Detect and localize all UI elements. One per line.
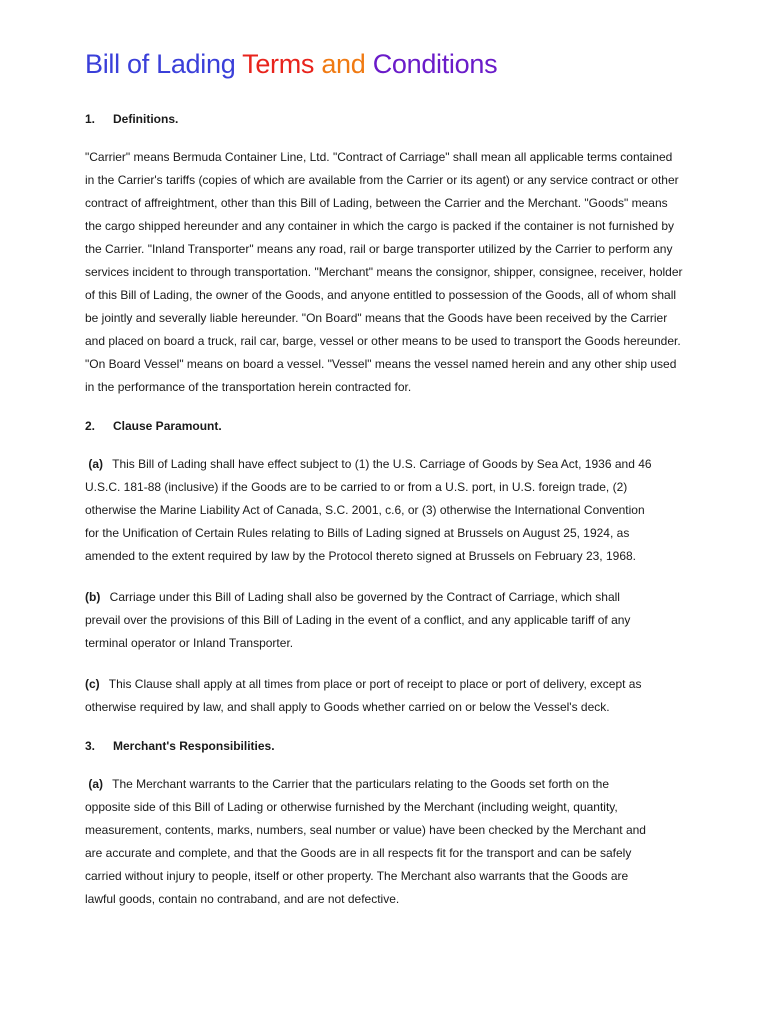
section-number: 3. bbox=[85, 739, 96, 753]
section-heading bbox=[85, 737, 728, 755]
section-heading-text: Definitions. bbox=[113, 112, 179, 126]
title-part-conditions: Conditions bbox=[372, 49, 498, 79]
paragraph-line bbox=[85, 673, 728, 696]
paragraph-line: amended to the extent required by law by the Protocol thereto signed at Brussels on February 23, 1968. bbox=[85, 549, 636, 563]
section-number: 1. bbox=[85, 112, 96, 126]
paragraph-line: "Carrier" means Bermuda Container Line, Ltd. "Contract of Carriage" shall mean all applicable terms contained bbox=[85, 150, 673, 164]
paragraph-line: terminal operator or Inland Transporter. bbox=[85, 636, 294, 650]
paragraph-label: (b) bbox=[85, 590, 101, 604]
paragraph-line: U.S.C. 181-88 (inclusive) if the Goods are to be carried to or from a U.S. port, in U.S. foreign trade, (2) bbox=[85, 480, 628, 494]
paragraph-label: (a) bbox=[85, 777, 103, 791]
section-number: 2. bbox=[85, 419, 96, 433]
section-paragraph bbox=[85, 586, 728, 655]
section-paragraph bbox=[85, 673, 728, 719]
paragraph-line: otherwise the Marine Liability Act of Canada, S.C. 2001, c.6, or (3) otherwise the International Convention bbox=[85, 503, 645, 517]
paragraph-line: lawful goods, contain no contraband, and are not defective. bbox=[85, 892, 400, 906]
title-part-terms: Terms bbox=[242, 49, 322, 79]
section-heading bbox=[85, 417, 728, 435]
section-paragraph bbox=[85, 146, 728, 399]
section-heading bbox=[85, 110, 728, 128]
section-paragraph bbox=[85, 773, 728, 911]
title-part-and: and bbox=[321, 49, 373, 79]
paragraph-line bbox=[85, 453, 728, 476]
paragraph-line-text: The Merchant warrants to the Carrier that the particulars relating to the Goods set forth on the bbox=[109, 777, 610, 791]
paragraph-line: carried without injury to people, itself or other property. The Merchant also warrants that the Goods are bbox=[85, 869, 629, 883]
section-heading-text: Merchant's Responsibilities. bbox=[113, 739, 275, 753]
paragraph-line: in the performance of the transportation herein contracted for. bbox=[85, 380, 412, 394]
paragraph-line: the Carrier. "Inland Transporter" means any road, rail or barge transporter utilized by the Carrier to perform any bbox=[85, 242, 673, 256]
sections-container bbox=[85, 110, 728, 911]
paragraph-label: (a) bbox=[85, 457, 103, 471]
paragraph-line: be jointly and severally liable hereunder. "On Board" means that the Goods have been received by the Carrier bbox=[85, 311, 668, 325]
paragraph-line: "On Board Vessel" means on board a vessel. "Vessel" means the vessel named herein and any other ship used bbox=[85, 357, 677, 371]
paragraph-line: prevail over the provisions of this Bill of Lading in the event of a conflict, and any applicable tariff of any bbox=[85, 613, 631, 627]
paragraph-line: otherwise required by law, and shall apply to Goods whether carried on or below the Vessel's deck. bbox=[85, 700, 610, 714]
paragraph-line: and placed on board a truck, rail car, barge, vessel or other means to be used to transport the Goods hereunder. bbox=[85, 334, 681, 348]
paragraph-line: measurement, contents, marks, numbers, seal number or value) have been checked by the Merchant and bbox=[85, 823, 646, 837]
paragraph-line bbox=[85, 773, 728, 796]
section-paragraph bbox=[85, 453, 728, 568]
paragraph-line-text: This Clause shall apply at all times from place or port of receipt to place or port of delivery, except as bbox=[105, 677, 642, 691]
paragraph-line-text: This Bill of Lading shall have effect subject to (1) the U.S. Carriage of Goods by Sea Act, 1936 and 46 bbox=[109, 457, 652, 471]
paragraph-line: the cargo shipped hereunder and any container in which the cargo is packed if the container is not furnished by bbox=[85, 219, 675, 233]
title-part-bill-of-lading: Bill of Lading bbox=[85, 49, 243, 79]
paragraph-line: for the Unification of Certain Rules relating to Bills of Lading signed at Brussels on August 25, 1924, as bbox=[85, 526, 630, 540]
paragraph-line: of this Bill of Lading, the owner of the Goods, and anyone entitled to possession of the Goods, all of whom shall bbox=[85, 288, 677, 302]
section-heading-text: Clause Paramount. bbox=[113, 419, 222, 433]
paragraph-label: (c) bbox=[85, 677, 100, 691]
paragraph-line: services incident to through transportation. "Merchant" means the consignor, shipper, consignee, receiver, holder bbox=[85, 265, 683, 279]
paragraph-line: opposite side of this Bill of Lading or otherwise furnished by the Merchant (including weight, quantity, bbox=[85, 800, 618, 814]
page-title bbox=[85, 44, 728, 84]
paragraph-line: in the Carrier's tariffs (copies of which are available from the Carrier or its agent) or any service contract or other bbox=[85, 173, 679, 187]
paragraph-line: contract of affreightment, other than this Bill of Lading, between the Carrier and the Merchant. "Goods" means bbox=[85, 196, 668, 210]
paragraph-line bbox=[85, 586, 728, 609]
paragraph-line-text: Carriage under this Bill of Lading shall also be governed by the Contract of Carriage, which shall bbox=[106, 590, 620, 604]
paragraph-line: are accurate and complete, and that the Goods are in all respects fit for the transport and can be safely bbox=[85, 846, 632, 860]
